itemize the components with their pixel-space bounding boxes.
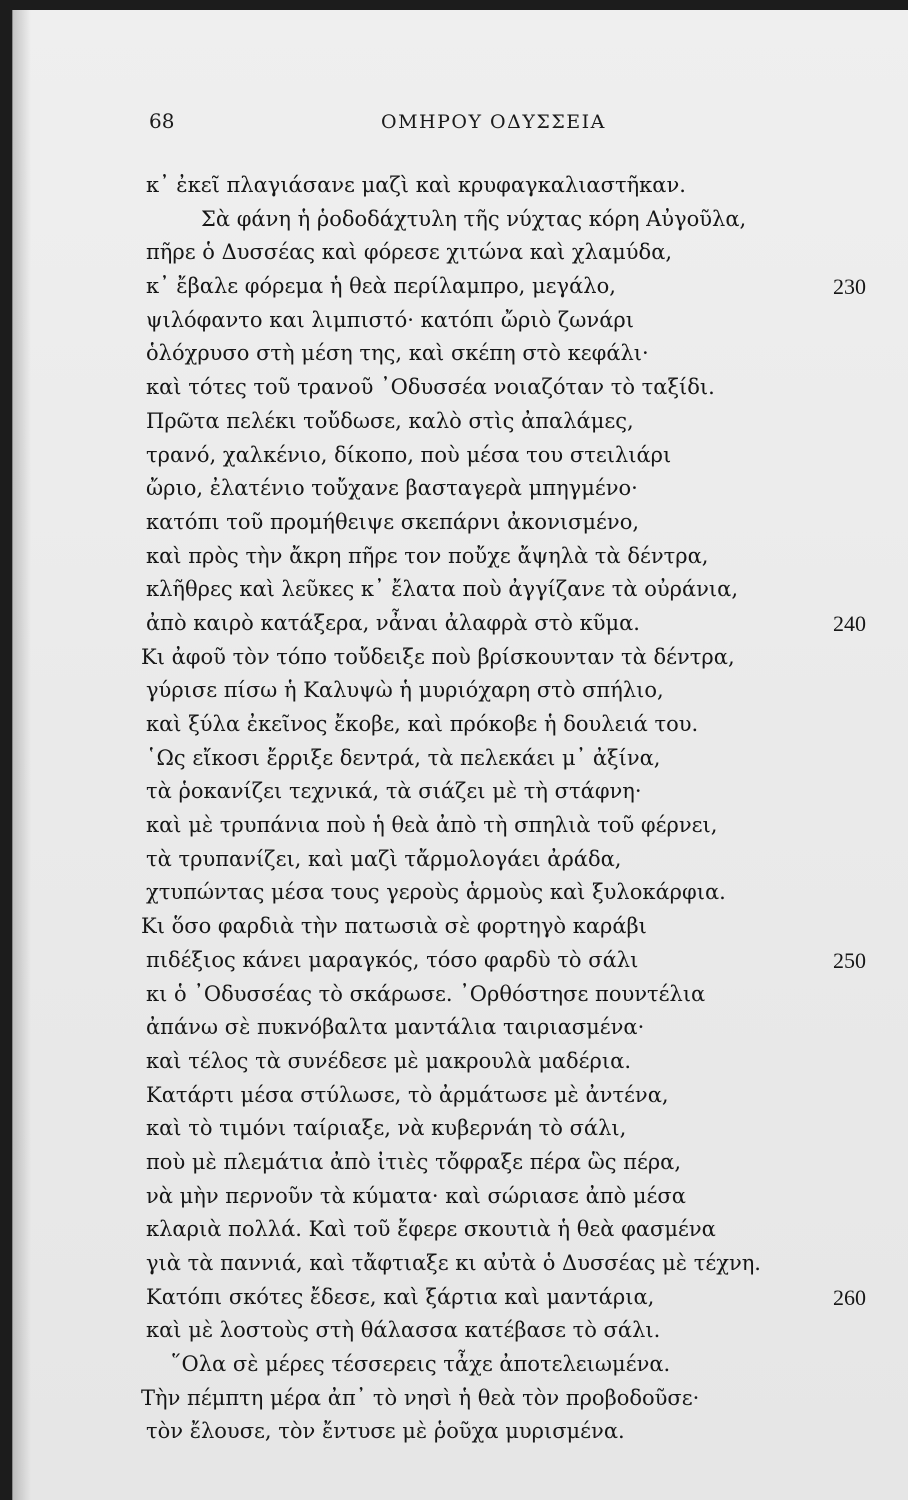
verse-line <box>13 1415 908 1449</box>
verse-text: τὰ τρυπανίζει, καὶ μαζὶ τἄρμολογάει ἀράδα, <box>146 846 622 871</box>
verse-text: ἀπὸ καιρὸ κατάξερα, νἆναι ἀλαφρὰ στὸ κῦμα. <box>146 610 640 635</box>
verse-line <box>13 944 908 978</box>
verse-text: νὰ μὴν περνοῦν τὰ κύματα· καὶ σώριασε ἀπὸ μέσα <box>146 1183 686 1208</box>
verse-text: τὸν ἔλουσε, τὸν ἔντυσε μὲ ῥοῦχα μυρισμένα. <box>146 1419 625 1444</box>
verse-line <box>13 742 908 776</box>
verse-line <box>13 472 908 506</box>
verse-text: καὶ μὲ τρυπάνια ποὺ ἡ θεὰ ἀπὸ τὴ σπηλιὰ τοῦ φέρνει, <box>146 813 718 838</box>
verse-text: κλῆθρες καὶ λεῦκες κ᾿ ἔλατα ποὺ ἀγγίζανε τὰ οὐράνια, <box>146 577 739 602</box>
verse-line <box>13 169 908 203</box>
verse-line <box>13 708 908 742</box>
verse-text: ῞Ολα σὲ μέρες τέσσερεις τἆχε ἀποτελειωμένα. <box>171 1352 671 1377</box>
verse-text: ἀπάνω σὲ πυκνόβαλτα μαντάλια ταιριασμένα· <box>146 1015 645 1040</box>
verse-line <box>13 843 908 877</box>
verse-line <box>13 1146 908 1180</box>
verse-line <box>13 775 908 809</box>
verse-text: πιδέξιος κάνει μαραγκός, τόσο φαρδὺ τὸ σάλι <box>146 947 639 972</box>
running-title: ΟΜΗΡΟΥ ΟΔΥΣΣΕΙΑ <box>381 111 606 133</box>
verse-line <box>13 1079 908 1113</box>
verse-list <box>13 169 908 1449</box>
verse-line <box>13 270 908 304</box>
verse-text: ὁλόχρυσο στὴ μέση της, καὶ σκέπη στὸ κεφάλι· <box>146 341 649 366</box>
page-header <box>13 105 908 145</box>
verse-text: κλαριὰ πολλά. Καὶ τοῦ ἔφερε σκουτιὰ ἡ θεὰ φασμένα <box>146 1217 716 1242</box>
verse-text: τρανό, χαλκένιο, δίκοπο, ποὺ μέσα του στειλιάρι <box>146 442 672 467</box>
verse-line <box>13 876 908 910</box>
verse-line <box>13 1348 908 1382</box>
verse-text: γιὰ τὰ παννιά, καὶ τἄφτιαξε κι αὐτὰ ὁ Δυσσέας μὲ τέχνη. <box>146 1251 761 1275</box>
verse-text: κ᾿ ἐκεῖ πλαγιάσανε μαζὶ καὶ κρυφαγκαλιαστῆκαν. <box>146 173 686 197</box>
verse-line <box>13 1180 908 1214</box>
verse-text: ὤριο, ἐλατένιο τοὔχανε βασταγερὰ μπηγμένο· <box>146 476 638 501</box>
verse-text: καὶ ξύλα ἐκεῖνος ἔκοβε, καὶ πρόκοβε ἡ δουλειά του. <box>146 712 699 736</box>
verse-text: Τὴν πέμπτη μέρα ἀπ᾿ τὸ νησὶ ἡ θεὰ τὸν προβοδοῦσε· <box>141 1385 700 1410</box>
verse-text: ποὺ μὲ πλεμάτια ἀπὸ ἰτιὲς τὄφραξε πέρα ὣς πέρα, <box>146 1149 682 1174</box>
verse-line <box>13 607 908 641</box>
verse-text: καὶ πρὸς τὴν ἄκρη πῆρε τον ποὔχε ἄψηλὰ τὰ δέντρα, <box>146 543 709 568</box>
verse-line <box>13 439 908 473</box>
verse-text: καὶ τέλος τὰ συνέδεσε μὲ μακρουλὰ μαδέρια. <box>146 1048 631 1073</box>
verse-line <box>13 506 908 540</box>
line-number: 250 <box>833 947 866 973</box>
verse-text: καὶ μὲ λοστοὺς στὴ θάλασσα κατέβασε τὸ σάλι. <box>146 1318 661 1343</box>
verse-text: Κατόπι σκότες ἔδεσε, καὶ ξάρτια καὶ μαντάρια, <box>146 1284 655 1309</box>
verse-text: Κατάρτι μέσα στύλωσε, τὸ ἀρμάτωσε μὲ ἀντένα, <box>146 1082 669 1107</box>
verse-line <box>13 540 908 574</box>
verse-line <box>13 641 908 675</box>
verse-text: ψιλόφαντο και λιμπιστό· κατόπι ὤριὸ ζωνάρι <box>146 307 634 332</box>
verse-text: κι ὁ ᾿Οδυσσέας τὸ σκάρωσε. ᾿Ορθόστησε πουντέλια <box>146 981 706 1006</box>
verse-text: τὰ ῥοκανίζει τεχνικά, τὰ σιάζει μὲ τὴ στάφνη· <box>146 779 642 804</box>
page-number: 68 <box>149 109 175 133</box>
verse-line <box>13 1247 908 1281</box>
verse-text: κατόπι τοῦ προμήθειψε σκεπάρνι ἀκονισμένο, <box>146 509 640 534</box>
verse-line <box>13 978 908 1012</box>
verse-line <box>13 674 908 708</box>
verse-line <box>13 236 908 270</box>
verse-text: Κι ὅσο φαρδιὰ τὴν πατωσιὰ σὲ φορτηγὸ καράβι <box>141 914 647 939</box>
line-number: 230 <box>833 274 866 300</box>
verse-text: πῆρε ὁ Δυσσέας καὶ φόρεσε χιτώνα καὶ χλαμύδα, <box>146 240 673 265</box>
verse-line <box>13 1112 908 1146</box>
verse-text: καὶ τὸ τιμόνι ταίριαξε, νὰ κυβερνάη τὸ σάλι, <box>146 1116 627 1141</box>
verse-line <box>13 371 908 405</box>
verse-text: Πρῶτα πελέκι τοὔδωσε, καλὸ στὶς ἀπαλάμες, <box>146 408 634 433</box>
verse-line <box>13 1011 908 1045</box>
verse-line <box>13 809 908 843</box>
verse-text: γύρισε πίσω ἡ Καλυψὼ ἡ μυριόχαρη στὸ σπήλιο, <box>146 678 664 703</box>
verse-line <box>13 573 908 607</box>
verse-line <box>13 910 908 944</box>
verse-text: χτυπώντας μέσα τους γεροὺς ἁρμοὺς καὶ ξυλοκάρφια. <box>146 880 726 905</box>
verse-text: Σὰ φάνη ἡ ῥοδοδάχτυλη τῆς νύχτας κόρη Αὐγοῦλα, <box>201 206 747 231</box>
verse-line <box>13 1045 908 1079</box>
verse-line <box>13 405 908 439</box>
line-number: 240 <box>833 610 866 636</box>
verse-line <box>13 337 908 371</box>
book-page <box>12 10 908 1500</box>
verse-line <box>13 1314 908 1348</box>
verse-line <box>13 203 908 237</box>
verse-text: καὶ τότες τοῦ τρανοῦ ᾿Οδυσσέα νοιαζόταν τὸ ταξίδι. <box>146 375 715 400</box>
verse-text: κ᾿ ἔβαλε φόρεμα ἡ θεὰ περίλαμπρο, μεγάλο, <box>146 274 616 299</box>
verse-text: ῾Ως εἴκοσι ἔρριξε δεντρά, τὰ πελεκάει μ᾿ ἀξίνα, <box>146 745 661 770</box>
verse-text: Κι ἀφοῦ τὸν τόπο τοὔδειξε ποὺ βρίσκουνταν τὰ δέντρα, <box>141 644 735 669</box>
verse-line <box>13 1281 908 1315</box>
verse-line <box>13 1213 908 1247</box>
verse-line <box>13 1382 908 1416</box>
verse-line <box>13 304 908 338</box>
line-number: 260 <box>833 1284 866 1310</box>
